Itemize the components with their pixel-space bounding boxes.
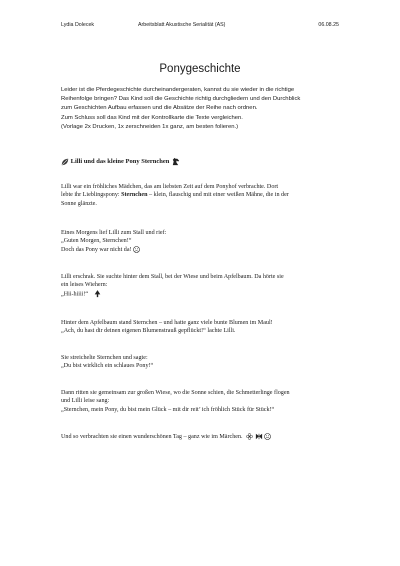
header-author: Lydia Dolecek (61, 22, 95, 28)
paragraph-line (61, 433, 361, 441)
pony-name-bold: Sternchen (121, 192, 148, 199)
horse-icon (171, 157, 180, 166)
story-paragraph-4 (61, 319, 361, 336)
paragraph-line: Dann ritten sie gemeinsam zur großen Wiese, wo die Sonne schien, die Schmetterlinge flogen (61, 390, 290, 396)
intro-line: Leider ist die Pferdegeschichte durcheinandergeraten, kannst du sie wieder in die richtige (61, 87, 295, 93)
text-span: lebte ihr Lieblingspony: (61, 192, 122, 199)
intro-line: (Vorlage 2x Drucken, 1x zerschneiden 1x ganz, am besten folieren.) (61, 123, 239, 130)
paragraph-line (61, 290, 361, 299)
text-span: – klein, flauschig und mit einer weißen Mähne, die in der (147, 192, 289, 199)
paragraph-line: Eines Morgens lief Lilli zum Stall und rief: (61, 230, 167, 236)
story-title-line (61, 157, 361, 166)
intro-line: zum Geschichten Aufbau erfassen und die Absätze der Reihe nach ordnen. (61, 105, 258, 112)
paragraph-line (61, 191, 361, 199)
paragraph-line: „Sternchen, mein Pony, du bist mein Glück – mit dir reit’ ich fröhlich Stück für Stück!“ (61, 406, 275, 413)
story-paragraph-7 (61, 433, 361, 441)
paragraph-line: und Lilli leise sang: (61, 398, 110, 405)
paragraph-line: „Guten Morgen, Sternchen!“ (61, 238, 132, 245)
story-paragraph-1 (61, 183, 361, 208)
paragraph-line: Lilli war ein fröhliches Mädchen, das am liebsten Zeit auf dem Ponyhof verbrachte. Dort (61, 184, 279, 190)
header-date: 06.08.25 (318, 22, 339, 28)
story-paragraph-2 (61, 229, 361, 254)
paragraph-line (61, 246, 361, 254)
paragraph-line: Sie streichelte Sternchen und sagte: (61, 355, 148, 361)
header-sheet-title: Arbeitsblatt Akustische Serialität (AS) (138, 22, 226, 28)
paragraph-line: Sonne glänzte. (61, 200, 97, 207)
smiley-icon (264, 433, 271, 440)
intro-line: Zum Schluss soll das Kind mit der Kontrollkarte die Texte vergleichen. (61, 114, 243, 121)
text-span: Doch das Pony war nicht da! (61, 246, 132, 253)
paragraph-line: Hinter dem Apfelbaum stand Sternchen – und hatte ganz viele bunte Blumen im Maul! (61, 320, 273, 326)
text-span: „Hii-hiiii!“ (61, 291, 89, 297)
story-paragraph-3 (61, 273, 361, 298)
flower-icon (246, 433, 253, 440)
leaf-icon (61, 158, 69, 166)
worried-face-icon (133, 246, 140, 253)
text-span: Und so verbrachten sie einen wunderschönen Tag – ganz wie im Märchen. (61, 434, 243, 440)
story-paragraph-5 (61, 354, 361, 371)
intro-instructions (61, 86, 346, 132)
intro-line: Reihenfolge bringen? Das Kind soll die Geschichte richtig durchgliedern und den Durchblick (61, 96, 301, 103)
tree-icon (94, 290, 101, 298)
page-title: Ponygeschichte (159, 63, 241, 75)
butterfly-icon (255, 433, 263, 440)
paragraph-line: „Ach, du hast dir deinen eigenen Blumenstrauß gepflückt!“ lachte Lilli. (61, 328, 236, 335)
story-title: Lilli und das kleine Pony Sternchen (70, 157, 170, 165)
paragraph-line: Lilli erschrak. Sie suchte hinter dem Stall, bei der Wiese und beim Apfelbaum. Da hörte sie (61, 274, 284, 280)
paragraph-line: „Du bist wirklich ein schlaues Pony!“ (61, 363, 154, 370)
page-header (61, 22, 339, 32)
paragraph-line: ein leises Wiehern: (61, 282, 108, 289)
story-paragraph-6 (61, 389, 361, 414)
